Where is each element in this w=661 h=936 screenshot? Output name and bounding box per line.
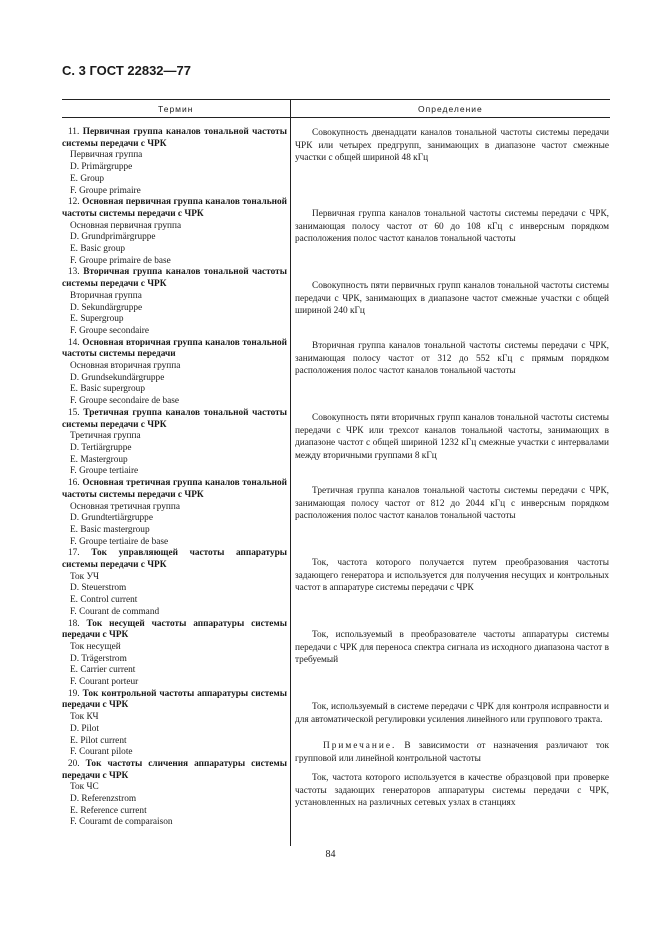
- term-translation: E. Basic supergroup: [70, 384, 145, 395]
- term-translation: D. Grundsekundärgruppe: [70, 372, 165, 383]
- term-number: 16.: [68, 478, 80, 489]
- term-title: [62, 619, 287, 642]
- term-title: [62, 478, 287, 501]
- term-name: Основная вторичная группа каналов тональной частоты системы передачи: [62, 337, 287, 360]
- term-translation: D. Sekundärgruppe: [70, 302, 143, 313]
- term-translation: D. Pilot: [70, 723, 99, 734]
- term-translation: F. Couramt de comparaison: [70, 817, 173, 828]
- term-translation: F. Courant pilote: [70, 747, 133, 758]
- term-translation: Основная вторичная группа: [70, 361, 181, 372]
- term-translation: E. Group: [70, 173, 105, 184]
- definition-text: Ток, используемый в преобразователе частоты аппаратуры системы передачи с ЧРК для переноса спектра сигнала из исходного диапазона частот в требуемый: [295, 630, 609, 665]
- term-number: 18.: [68, 618, 80, 629]
- term-translation: E. Reference current: [70, 805, 147, 816]
- term-name: Вторичная группа каналов тональной частоты системы передачи с ЧРК: [62, 267, 287, 290]
- term-translation: F. Courant porteur: [70, 677, 139, 688]
- term-number: 13.: [68, 267, 80, 278]
- term-title: [62, 759, 287, 782]
- term-translation: E. Carrier current: [70, 665, 136, 676]
- term-name: Ток частоты сличения аппаратуры системы передачи с ЧРК: [62, 758, 287, 781]
- term-translation: E. Mastergroup: [70, 454, 128, 465]
- term-translation: Основная первичная группа: [70, 220, 182, 231]
- column-divider: [290, 99, 291, 846]
- term-translation: D. Tertiärgruppe: [70, 442, 132, 453]
- term-title: [62, 689, 287, 712]
- term-translation: F. Groupe secondaire: [70, 325, 150, 336]
- term-translation: D. Steuerstrom: [70, 583, 127, 594]
- column-header-term: Термин: [158, 104, 194, 114]
- note-label: Примечание.: [323, 741, 397, 751]
- term-name: Основная третичная группа каналов тональной частоты системы передачи с ЧРК: [62, 478, 287, 500]
- term-translation: E. Basic group: [70, 244, 125, 255]
- definition-text: Ток, частота которого используется в качестве образцовой при проверке частоты задающих генераторов аппаратуры системы передачи с ЧРК, установленных на различных сетевых узлах в станциях: [295, 773, 609, 808]
- term-number: 14.: [68, 337, 80, 348]
- definition-text: Совокупность пяти первичных групп каналов тональной частоты системы передачи с ЧРК, занимающих в диапазоне частот смежные участки с общей шириной 240 кГц: [295, 281, 609, 316]
- definition-text: Третичная группа каналов тональной частоты системы передачи с ЧРК, занимающая полосу частот от 812 до 2044 кГц с инверсным порядком расположения полос частот каналов тональной частоты: [295, 486, 609, 521]
- term-title: [62, 127, 287, 150]
- term-translation: F. Groupe tertiaire de base: [70, 536, 169, 547]
- term-title: [62, 197, 287, 220]
- term-translation: D. Referenzstrom: [70, 794, 137, 805]
- term-title: [62, 267, 287, 290]
- term-translation: E. Control current: [70, 595, 138, 606]
- term-translation: D. Trägerstrom: [70, 653, 127, 664]
- definition-text: Совокупность пяти вторичных групп каналов тональной частоты системы передачи с ЧРК или трехсот каналов тональной частоты, занимающих в диапазоне частот с общей шириной 1232 кГц смежные участки с интервалами между вторичными группами 8 кГц: [295, 413, 609, 461]
- term-translation: D. Primärgruppe: [70, 162, 133, 173]
- table-top-rule: [62, 99, 610, 100]
- page-number: 84: [325, 849, 336, 860]
- term-number: 12.: [68, 197, 80, 208]
- term-entry: [62, 127, 287, 197]
- term-translation: E. Pilot current: [70, 735, 127, 746]
- definition-text: Ток, используемый в системе передачи с ЧРК для контроля исправности и для автоматической регулировки усиления линейного или группового тракта.: [295, 702, 609, 725]
- term-name: Основная первичная группа каналов тональной частоты системы передачи с ЧРК: [62, 197, 287, 219]
- term-translation: E. Supergroup: [70, 314, 124, 325]
- definition-text: Вторичная группа каналов тональной частоты системы передачи с ЧРК, занимающая полосу частот от 312 до 552 кГц с прямым порядком расположения полос частот каналов тональной частоты: [295, 341, 609, 376]
- term-translation: Ток ЧС: [70, 782, 99, 793]
- term-entry: [62, 759, 287, 829]
- term-number: 15.: [68, 407, 80, 418]
- term-translation: Ток несущей: [70, 641, 121, 652]
- term-translation: Ток КЧ: [70, 712, 99, 723]
- term-translation: Вторичная группа: [70, 290, 142, 301]
- term-title: [62, 548, 287, 571]
- term-name: Первичная группа каналов тональной частоты системы передачи с ЧРК: [62, 127, 287, 149]
- term-translation: F. Groupe tertiaire: [70, 466, 139, 477]
- term-entry: [62, 338, 287, 408]
- term-entry: [62, 408, 287, 478]
- note-text: В зависимости от назначения различают ток групповой или линейной контрольной частоты: [295, 741, 610, 764]
- term-translation: F. Groupe primaire: [70, 185, 141, 196]
- term-number: 11.: [68, 127, 80, 137]
- term-translation: Первичная группа: [70, 150, 143, 161]
- page-header: С. 3 ГОСТ 22832—77: [62, 63, 191, 78]
- term-name: Ток управляющей частоты аппаратуры системы передачи с ЧРК: [62, 548, 287, 571]
- definition-text: Ток, частота которого получается путем преобразования частоты задающего генератора и используется для получения несущих и контрольных частот в аппаратуре системы передачи с ЧРК: [295, 558, 609, 593]
- term-translation: Основная третичная группа: [70, 501, 180, 512]
- term-name: Третичная группа каналов тональной частоты системы передачи с ЧРК: [62, 407, 287, 430]
- definition-text: Совокупность двенадцати каналов тональной частоты системы передачи ЧРК или четырех предгрупп, занимающих в диапазоне частот смежные участки с общей шириной 48 кГц: [295, 128, 609, 163]
- term-translation: Ток УЧ: [70, 571, 100, 582]
- term-translation: F. Groupe primaire de base: [70, 255, 171, 266]
- term-translation: F. Groupe secondaire de base: [70, 396, 179, 407]
- term-translation: D. Grundtertiärgruppe: [70, 513, 153, 524]
- term-number: 17.: [68, 548, 80, 559]
- term-translation: F. Courant de command: [70, 606, 160, 617]
- definition-note: [295, 740, 609, 765]
- terms-column: [62, 127, 287, 829]
- term-title: [62, 338, 287, 361]
- term-translation: Третичная группа: [70, 431, 141, 442]
- term-entry: [62, 689, 287, 759]
- term-title: [62, 408, 287, 431]
- term-entry: [62, 548, 287, 618]
- term-name: Ток контрольной частоты аппаратуры системы передачи с ЧРК: [62, 688, 288, 711]
- term-number: 19.: [68, 688, 80, 699]
- term-translation: D. Grundprimärgruppe: [70, 232, 156, 243]
- term-entry: [62, 267, 287, 337]
- term-number: 20.: [68, 758, 80, 769]
- term-entry: [62, 197, 287, 267]
- table-header-rule: [62, 117, 610, 118]
- term-entry: [62, 478, 287, 548]
- column-header-definition: Определение: [418, 104, 483, 114]
- definition-text: Первичная группа каналов тональной частоты системы передачи с ЧРК, занимающая полосу частот от 60 до 108 кГц с инверсным порядком расположения полос частот каналов тональной частоты: [295, 209, 609, 244]
- term-translation: E. Basic mastergroup: [70, 524, 150, 535]
- term-name: Ток несущей частоты аппаратуры системы передачи с ЧРК: [62, 618, 287, 641]
- term-entry: [62, 619, 287, 689]
